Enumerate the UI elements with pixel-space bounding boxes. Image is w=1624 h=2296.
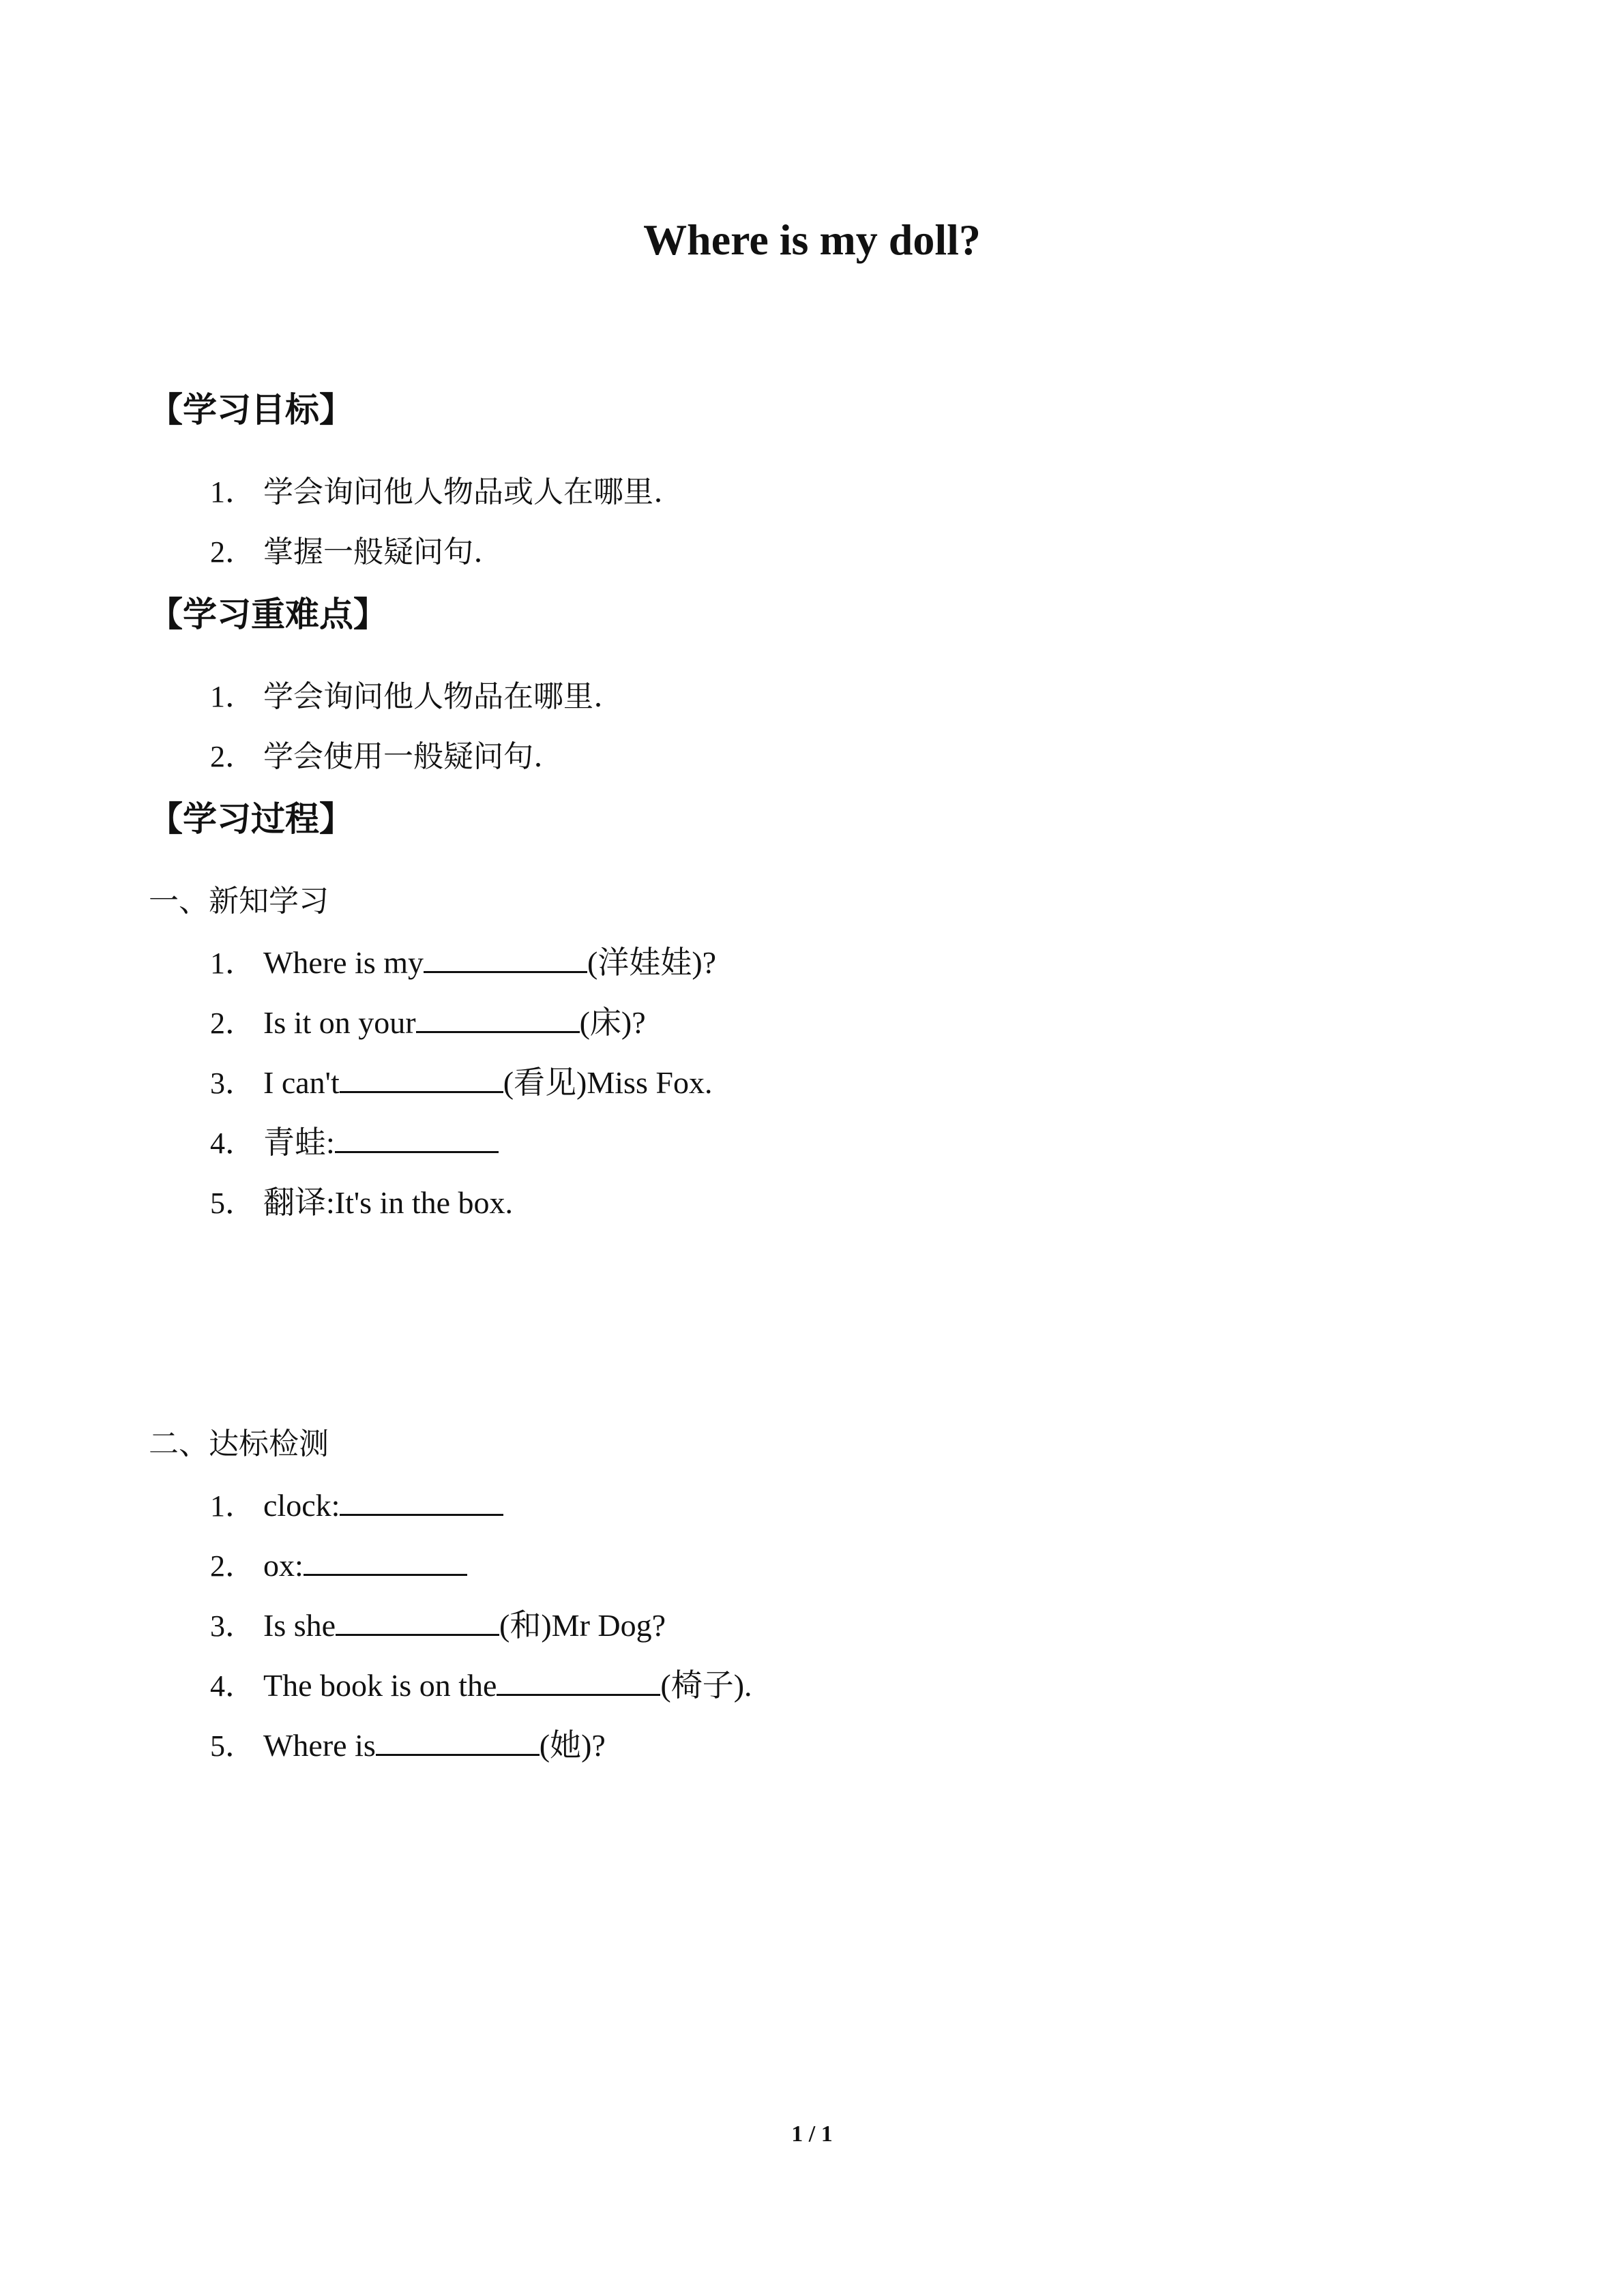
answer-blank[interactable] bbox=[376, 1727, 540, 1756]
item-text: 学会询问他人物品或人在哪里. bbox=[263, 475, 663, 509]
item-hint: (床)? bbox=[579, 1005, 646, 1040]
item-number: 2． bbox=[210, 740, 255, 773]
page-number: 1 / 1 bbox=[791, 2121, 833, 2147]
objective-item bbox=[210, 472, 663, 513]
item-number: 2． bbox=[210, 1549, 255, 1583]
item-prompt: 翻译:It's in the box. bbox=[263, 1185, 514, 1220]
objectives-heading: 【学习目标】 bbox=[149, 390, 353, 430]
item-number: 1． bbox=[210, 1489, 255, 1523]
item-prompt: 青蛙: bbox=[263, 1125, 335, 1160]
answer-blank[interactable] bbox=[335, 1124, 499, 1153]
item-hint: (看见)Miss Fox. bbox=[503, 1065, 713, 1100]
item-prompt: ox: bbox=[263, 1548, 304, 1583]
item-number: 1． bbox=[210, 475, 255, 509]
process-heading: 【学习过程】 bbox=[149, 799, 353, 839]
answer-blank[interactable] bbox=[336, 1607, 499, 1636]
exercise-item bbox=[210, 1725, 606, 1767]
item-number: 2． bbox=[210, 535, 255, 569]
item-prompt: Is she bbox=[263, 1608, 336, 1643]
exercise-item bbox=[210, 1545, 467, 1587]
document-title: Where is my doll? bbox=[643, 215, 981, 264]
exercise-item bbox=[210, 1182, 513, 1224]
key-points-heading: 【学习重难点】 bbox=[149, 595, 387, 634]
item-number: 3． bbox=[210, 1067, 255, 1100]
answer-blank[interactable] bbox=[416, 1004, 580, 1033]
item-text: 学会使用一般疑问句. bbox=[263, 739, 543, 774]
item-number: 1． bbox=[210, 946, 255, 980]
item-prompt: Where is bbox=[263, 1728, 376, 1763]
item-hint: (椅子). bbox=[660, 1668, 752, 1703]
exercise-item bbox=[210, 1122, 499, 1164]
item-number: 5． bbox=[210, 1729, 255, 1763]
answer-blank[interactable] bbox=[424, 944, 587, 973]
item-number: 5． bbox=[210, 1187, 255, 1220]
item-number: 2． bbox=[210, 1007, 255, 1040]
answer-blank[interactable] bbox=[497, 1667, 660, 1696]
answer-blank[interactable] bbox=[304, 1547, 467, 1576]
objective-item bbox=[210, 532, 483, 573]
item-number: 4． bbox=[210, 1127, 255, 1160]
exercise-item bbox=[210, 942, 716, 984]
exercise-item bbox=[210, 1665, 752, 1707]
test-label: 二、达标检测 bbox=[149, 1427, 329, 1461]
item-prompt: The book is on the bbox=[263, 1668, 497, 1703]
new-knowledge-label: 一、新知学习 bbox=[149, 884, 329, 919]
item-prompt: clock: bbox=[263, 1488, 340, 1523]
item-number: 1． bbox=[210, 680, 255, 713]
item-hint: (她)? bbox=[539, 1728, 606, 1763]
exercise-item bbox=[210, 1605, 666, 1647]
exercise-item bbox=[210, 1002, 646, 1044]
key-point-item bbox=[210, 676, 603, 717]
item-prompt: Where is my bbox=[263, 945, 424, 980]
item-hint: (和)Mr Dog? bbox=[499, 1608, 666, 1643]
answer-blank[interactable] bbox=[340, 1064, 503, 1093]
answer-blank[interactable] bbox=[340, 1487, 503, 1516]
item-text: 学会询问他人物品在哪里. bbox=[263, 679, 603, 714]
item-prompt: Is it on your bbox=[263, 1005, 416, 1040]
item-text: 掌握一般疑问句. bbox=[263, 535, 483, 569]
item-prompt: I can't bbox=[263, 1065, 340, 1100]
exercise-item bbox=[210, 1062, 712, 1104]
item-number: 4． bbox=[210, 1669, 255, 1703]
key-point-item bbox=[210, 736, 543, 777]
item-number: 3． bbox=[210, 1609, 255, 1643]
item-hint: (洋娃娃)? bbox=[587, 945, 717, 980]
exercise-item bbox=[210, 1485, 503, 1527]
